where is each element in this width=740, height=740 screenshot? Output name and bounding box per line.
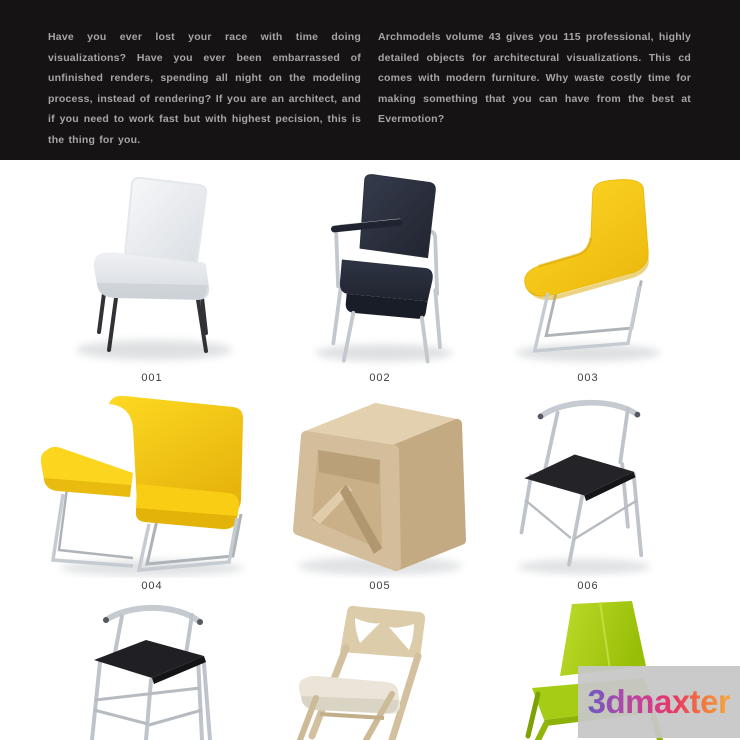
catalog-item-008 <box>276 598 484 740</box>
catalog-item-005 <box>276 388 484 593</box>
catalog-item-006 <box>484 388 692 593</box>
item-label: 006 <box>577 580 599 592</box>
intro-paragraph-left: Have you ever lost your race with time doing visualizations? Have you ever been embarrassed of unfinished renders, spending all night on the modeling process, instead of rendering? If you are an architect, and if you need to work fast but with highest pecision, this is the thing for you. <box>48 31 361 146</box>
yellow-bench-image <box>37 388 249 578</box>
item-label: 002 <box>369 372 391 384</box>
intro-paragraph-right: Archmodels volume 43 gives you 115 professional, highly detailed objects for architectural visualizations. This cd comes with modern furniture. Why waste costly time for making something that you can have from the best at Evermotion? <box>378 31 691 126</box>
watermark <box>578 666 740 738</box>
item-label: 003 <box>577 372 599 384</box>
white-side-chair-image <box>48 170 256 370</box>
item-label: 005 <box>369 580 391 592</box>
watermark-text: 3dmaxter <box>587 683 731 720</box>
catalog-item-001 <box>48 170 256 385</box>
chrome-barstool-image <box>48 598 256 740</box>
catalog-item-007 <box>48 598 256 740</box>
chrome-chair-image <box>484 388 692 578</box>
plywood-cube-image <box>276 388 484 578</box>
navy-armchair-image <box>276 170 484 370</box>
item-label: 001 <box>141 372 163 384</box>
catalog-item-003 <box>484 170 692 385</box>
catalog-item-002 <box>276 170 484 385</box>
item-label: 004 <box>141 580 163 592</box>
yellow-lounge-chair-image <box>484 170 692 370</box>
wooden-folding-chair-image <box>276 598 484 740</box>
catalog-item-004 <box>48 388 256 593</box>
intro-panel <box>0 0 740 160</box>
